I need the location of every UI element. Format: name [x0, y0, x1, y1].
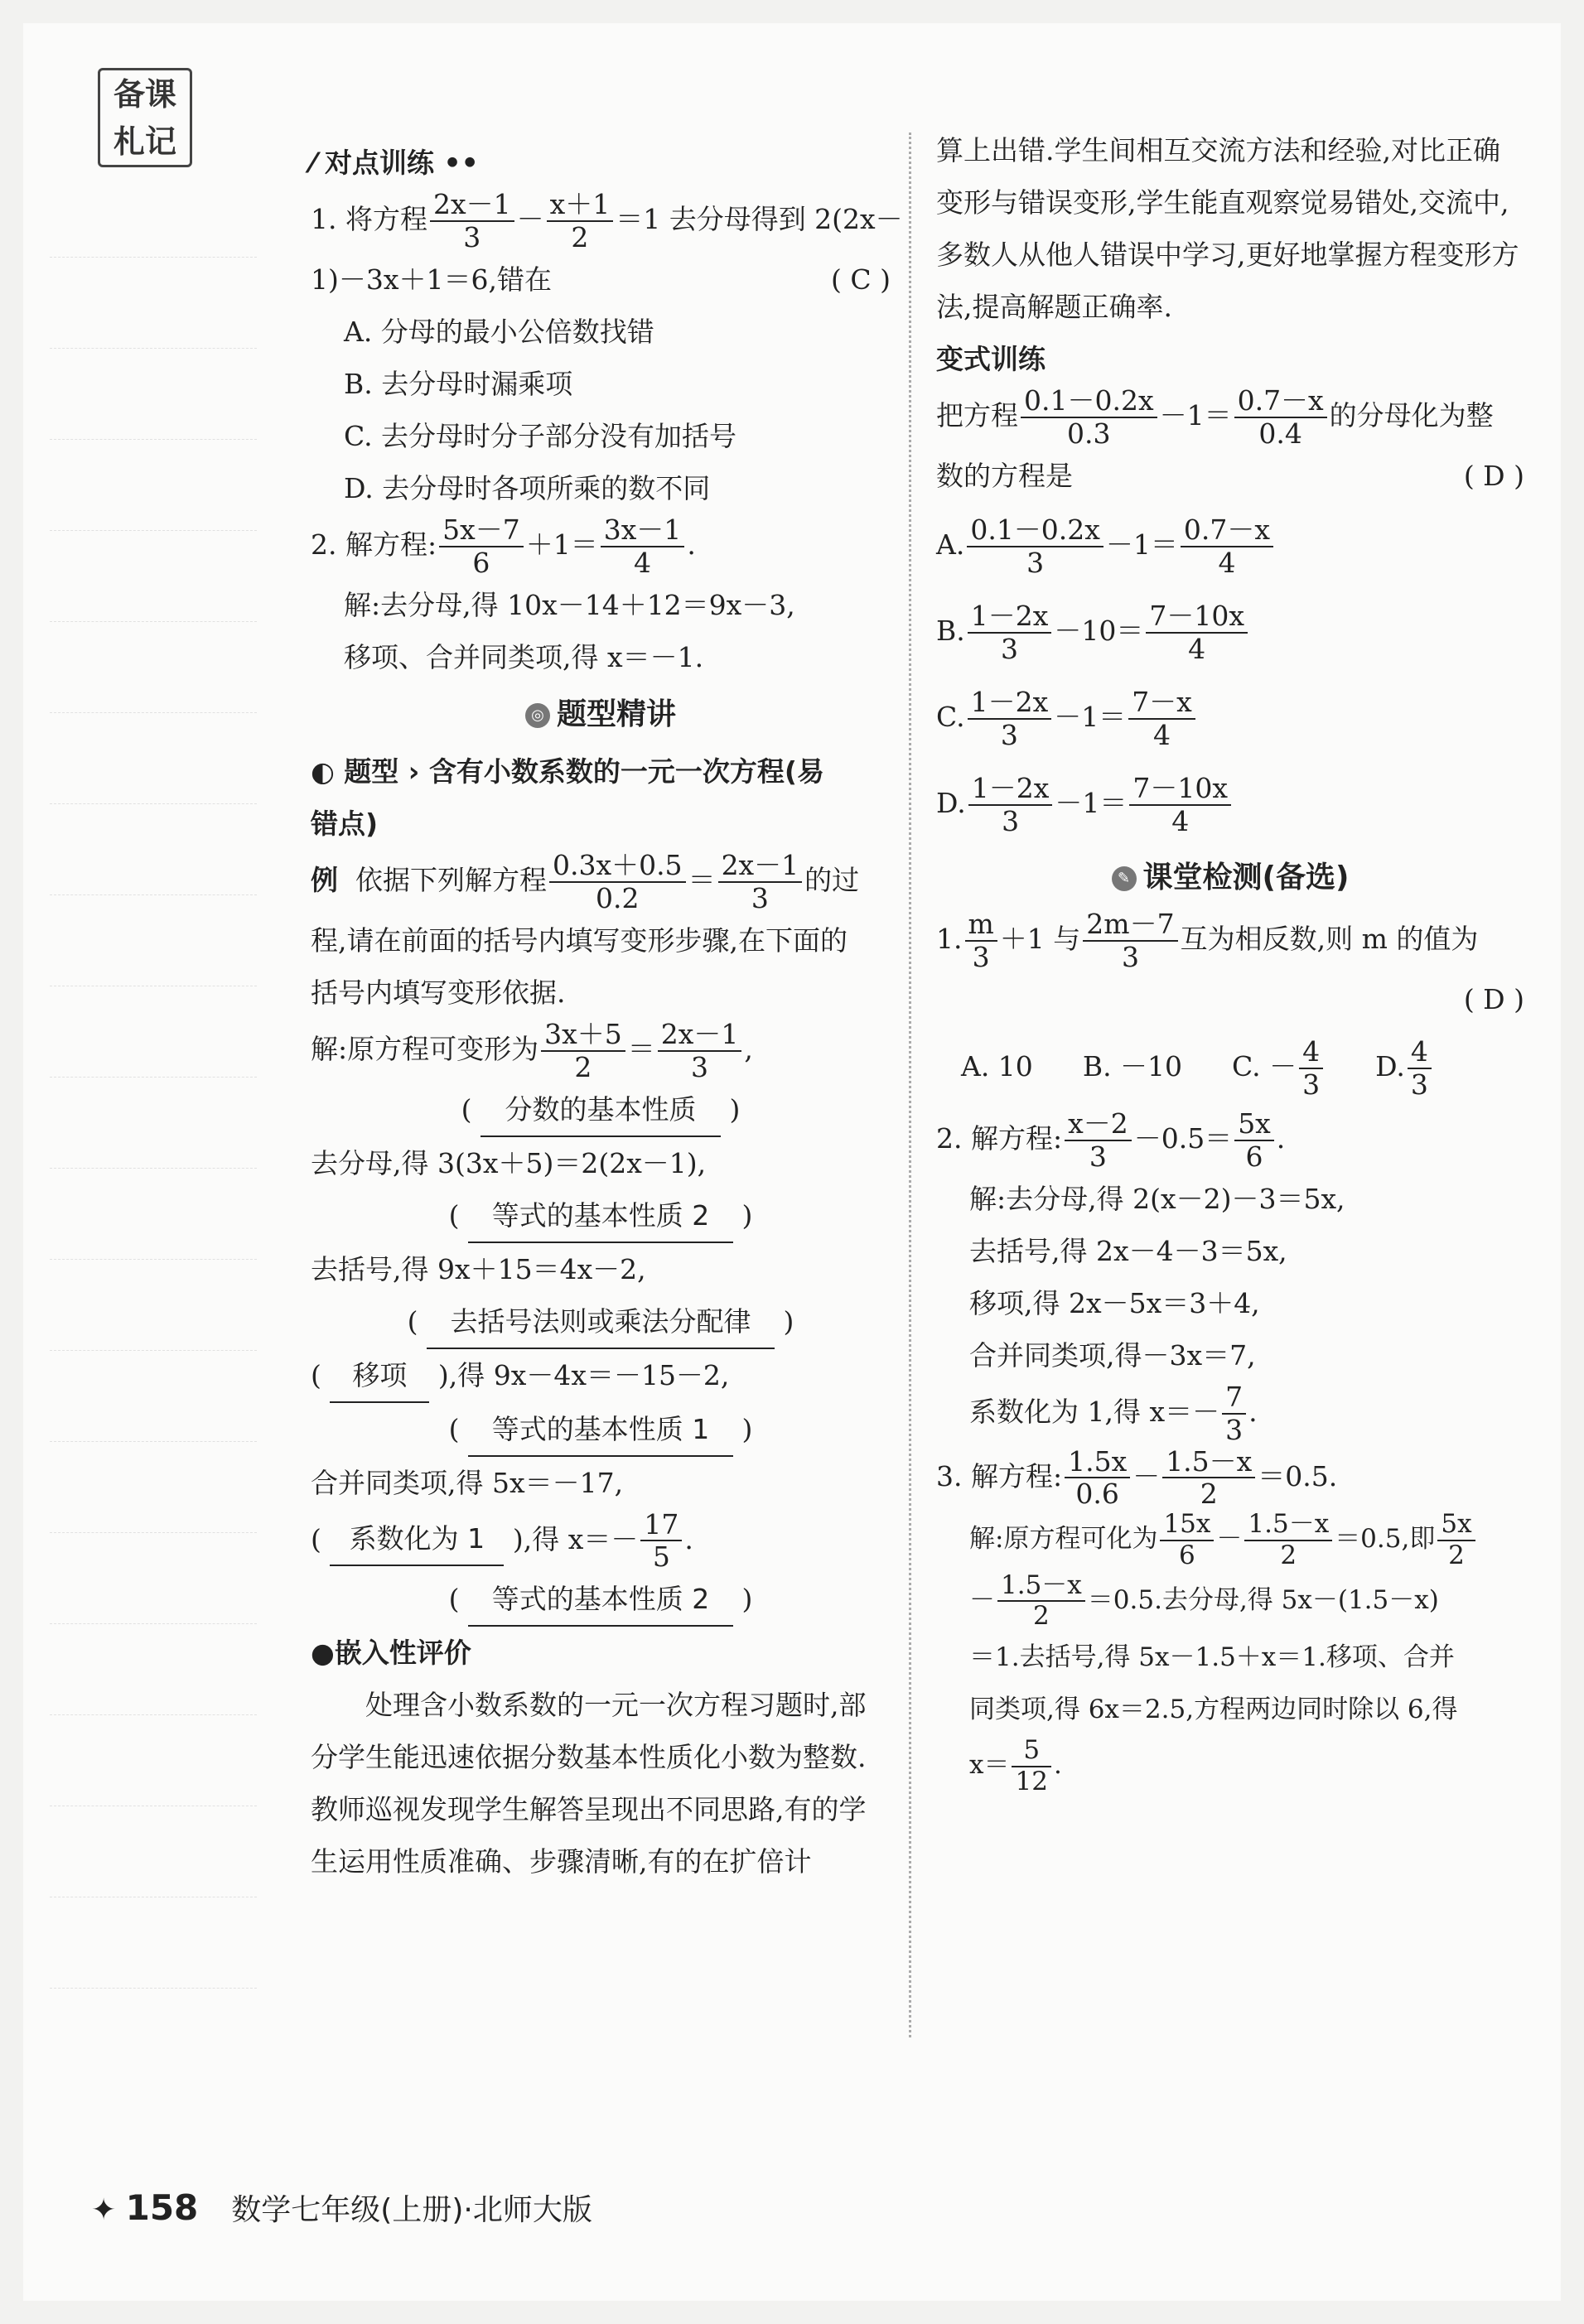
question-1-line2: 1)－3x＋1＝6,错在 ( C )	[311, 253, 891, 306]
variant-option-c: C. $\frac{1-2x}{3}$ －1＝ $\frac{7-x}{4}$	[936, 674, 1524, 760]
option: D. 去分母时各项所乘的数不同	[344, 471, 711, 504]
margin-rule	[50, 348, 257, 349]
footer-ornament-icon: ✦	[91, 2193, 126, 2227]
practice-heading	[311, 137, 891, 189]
margin-rule	[50, 439, 257, 440]
answer: ( C )	[831, 263, 891, 296]
margin-rule	[50, 1168, 257, 1169]
variant-option-d: D. $\frac{1-2x}{3}$ －1＝ $\frac{7-10x}{4}$	[936, 760, 1524, 846]
section-heading: ✎ 课堂检测(备选)	[936, 851, 1524, 904]
margin-rule	[50, 621, 257, 622]
margin-rule	[50, 1350, 257, 1351]
left-column	[311, 137, 903, 1888]
example-step6: ( 系数化为 1 ),得 x＝－ $\frac{17}{5}$ .	[311, 1507, 693, 1574]
solution-line: 移项,得 2x－5x＝3＋4,	[969, 1286, 1260, 1319]
example-step3: 去括号,得 9x＋15＝4x－2,	[311, 1252, 646, 1285]
notes-label-line2: 札记	[113, 123, 176, 160]
example-step1: 解:原方程可变形为 $\frac{3x+5}{2}$ ＝ $\frac{2x-1}{3}$ ,	[311, 1017, 753, 1083]
margin-rule	[50, 1441, 257, 1442]
example-line3: 括号内填写变形依据.	[311, 976, 566, 1009]
solution-line: 解:去分母,得 10x－14＋12＝9x－3,	[344, 588, 795, 621]
solution-line: x＝ $\frac{5}{12}$ .	[969, 1734, 1062, 1796]
variant-question: 把方程 $\frac{0.1-0.2x}{0.3}$ －1＝ $\frac{0.7-x}{0.4}$ 的分母化为整	[936, 384, 1494, 450]
margin-rule	[50, 1988, 257, 1989]
pencil-icon: ⁄	[311, 147, 325, 179]
practice-title: 对点训练	[325, 147, 434, 179]
evaluation-text-cont: 算上出错.学生间相互交流方法和经验,对比正确变形与错误变形,学生能直观察觉易错处,交流中,多数人从他人错误中学习,更好地掌握方程变形方法,提高解题正确率.	[936, 134, 1519, 323]
reason-6: ( 等式的基本性质 2 )	[311, 1573, 891, 1627]
margin-rule	[50, 1077, 257, 1078]
question-2: 2. 解方程: $\frac{5x-7}{6}$ ＋1＝ $\frac{3x-1}{4}$ .	[311, 513, 696, 579]
variant-option-a: A. $\frac{0.1-0.2x}{3}$ －1＝ $\frac{0.7-x}{4}$	[936, 502, 1524, 588]
answer: ( D )	[1463, 982, 1524, 1015]
example-line2: 程,请在前面的括号内填写变形步骤,在下面的	[311, 923, 848, 957]
margin-rule	[50, 257, 257, 258]
margin-rule	[50, 803, 257, 804]
solution-line: 系数化为 1,得 x＝－ $\frac{7}{3}$ .	[969, 1380, 1258, 1446]
solution-line: ＝1.去括号,得 5x－1.5＋x＝1.移项、合并	[969, 1642, 1455, 1672]
example: 例 依据下列解方程 $\frac{0.3x+0.5}{0.2}$ ＝ $\frac{2x-1}{3}$ 的过	[311, 848, 860, 914]
variant-question-line2: 数的方程是 ( D )	[936, 450, 1524, 502]
margin-rule	[50, 894, 257, 895]
evaluation-text: 处理含小数系数的一元一次方程习题时,部分学生能迅速依据分数基本性质化小数为整数.教师巡视发现学生解答呈现出不同思路,有的学生运用性质准确、步骤清晰,有的在扩倍计	[311, 1689, 867, 1878]
notes-label-box	[98, 68, 192, 167]
margin-rule	[50, 712, 257, 713]
type-heading: ◐ 题型 › 含有小数系数的一元一次方程(易	[311, 755, 824, 788]
check-question-3: 3. 解方程: $\frac{1.5x}{0.6}$ － $\frac{1.5-x}{2}$ ＝0.5.	[936, 1444, 1338, 1511]
margin-rule	[50, 530, 257, 531]
book-title: 数学七年级(上册)·北师大版	[231, 2193, 592, 2227]
solution-line: 去括号,得 2x－4－3＝5x,	[969, 1234, 1287, 1267]
reason-1: ( 分数的基本性质 )	[311, 1083, 891, 1137]
question-1: 1. 将方程 $\frac{2x-1}{3}$ － $\frac{x+1}{2}$ ＝1 去分母得到 2(2x－	[311, 188, 903, 253]
section-icon: ✎	[1112, 866, 1137, 891]
page-number: 158	[125, 2187, 199, 2228]
solution-line: 合并同类项,得－3x＝7,	[969, 1338, 1256, 1372]
reason-2: ( 等式的基本性质 2 )	[311, 1189, 891, 1243]
notes-label-line1: 备课	[113, 75, 176, 113]
check-question-1-options: A. 10 B. －10 C. － $\frac{4}{3}$ D. $\frac{4}{3}$	[936, 1025, 1524, 1108]
variant-option-b: B. $\frac{1-2x}{3}$ －10＝ $\frac{7-10x}{4}$	[936, 588, 1524, 674]
check-question-1: 1. $\frac{m}{3}$ ＋1 与 $\frac{2m-7}{3}$ 互为相反数,则 m 的值为	[936, 907, 1479, 973]
column-separator	[909, 133, 911, 2037]
footer	[91, 2187, 592, 2229]
variant-title: 变式训练	[936, 343, 1046, 375]
margin-rule	[50, 1714, 257, 1715]
margin-rule	[50, 1259, 257, 1260]
chevron-right-icon: ›	[398, 755, 429, 788]
right-column	[936, 124, 1524, 1796]
solution-line: 同类项,得 6x＝2.5,方程两边同时除以 6,得	[969, 1694, 1458, 1724]
solution-line: 解:原方程可化为 $\frac{15x}{6}$ － $\frac{1.5-x}{2}$ ＝0.5,即 $\frac{5x}{2}$	[936, 1510, 1524, 1570]
section-icon: ◎	[525, 703, 550, 728]
leaf-icon: ◐	[311, 755, 345, 788]
margin-rule	[50, 1623, 257, 1624]
answer: ( D )	[1463, 459, 1524, 492]
option: C. 去分母时分子部分没有加括号	[344, 419, 737, 452]
example-step2: 去分母,得 3(3x＋5)＝2(2x－1),	[311, 1146, 707, 1179]
solution-line: 移项、合并同类项,得 x＝－1.	[344, 640, 704, 673]
check-question-2: 2. 解方程: $\frac{x-2}{3}$ －0.5＝ $\frac{5x}{6}$ .	[936, 1107, 1286, 1173]
option: B. 去分母时漏乘项	[344, 367, 573, 400]
option: A. 分母的最小公倍数找错	[344, 315, 654, 348]
solution-line: 解:去分母,得 2(x－2)－3＝5x,	[969, 1182, 1345, 1215]
example-step5: 合并同类项,得 5x＝－17,	[311, 1466, 624, 1499]
evaluation-title: ●嵌入性评价	[311, 1637, 471, 1670]
example-step4: ( 移项 ),得 9x－4x＝－15－2,	[311, 1349, 891, 1403]
section-heading: ◎ 题型精讲	[311, 688, 891, 740]
type-heading-line2: 错点)	[311, 807, 379, 840]
reason-4: ( 等式的基本性质 1 )	[311, 1403, 891, 1457]
reason-3: ( 去括号法则或乘法分配律 )	[311, 1295, 891, 1349]
margin-rule	[50, 1532, 257, 1533]
dots-icon: ••	[434, 147, 479, 179]
solution-line: － $\frac{1.5-x}{2}$ ＝0.5.去分母,得 5x－(1.5－x)	[969, 1569, 1439, 1632]
